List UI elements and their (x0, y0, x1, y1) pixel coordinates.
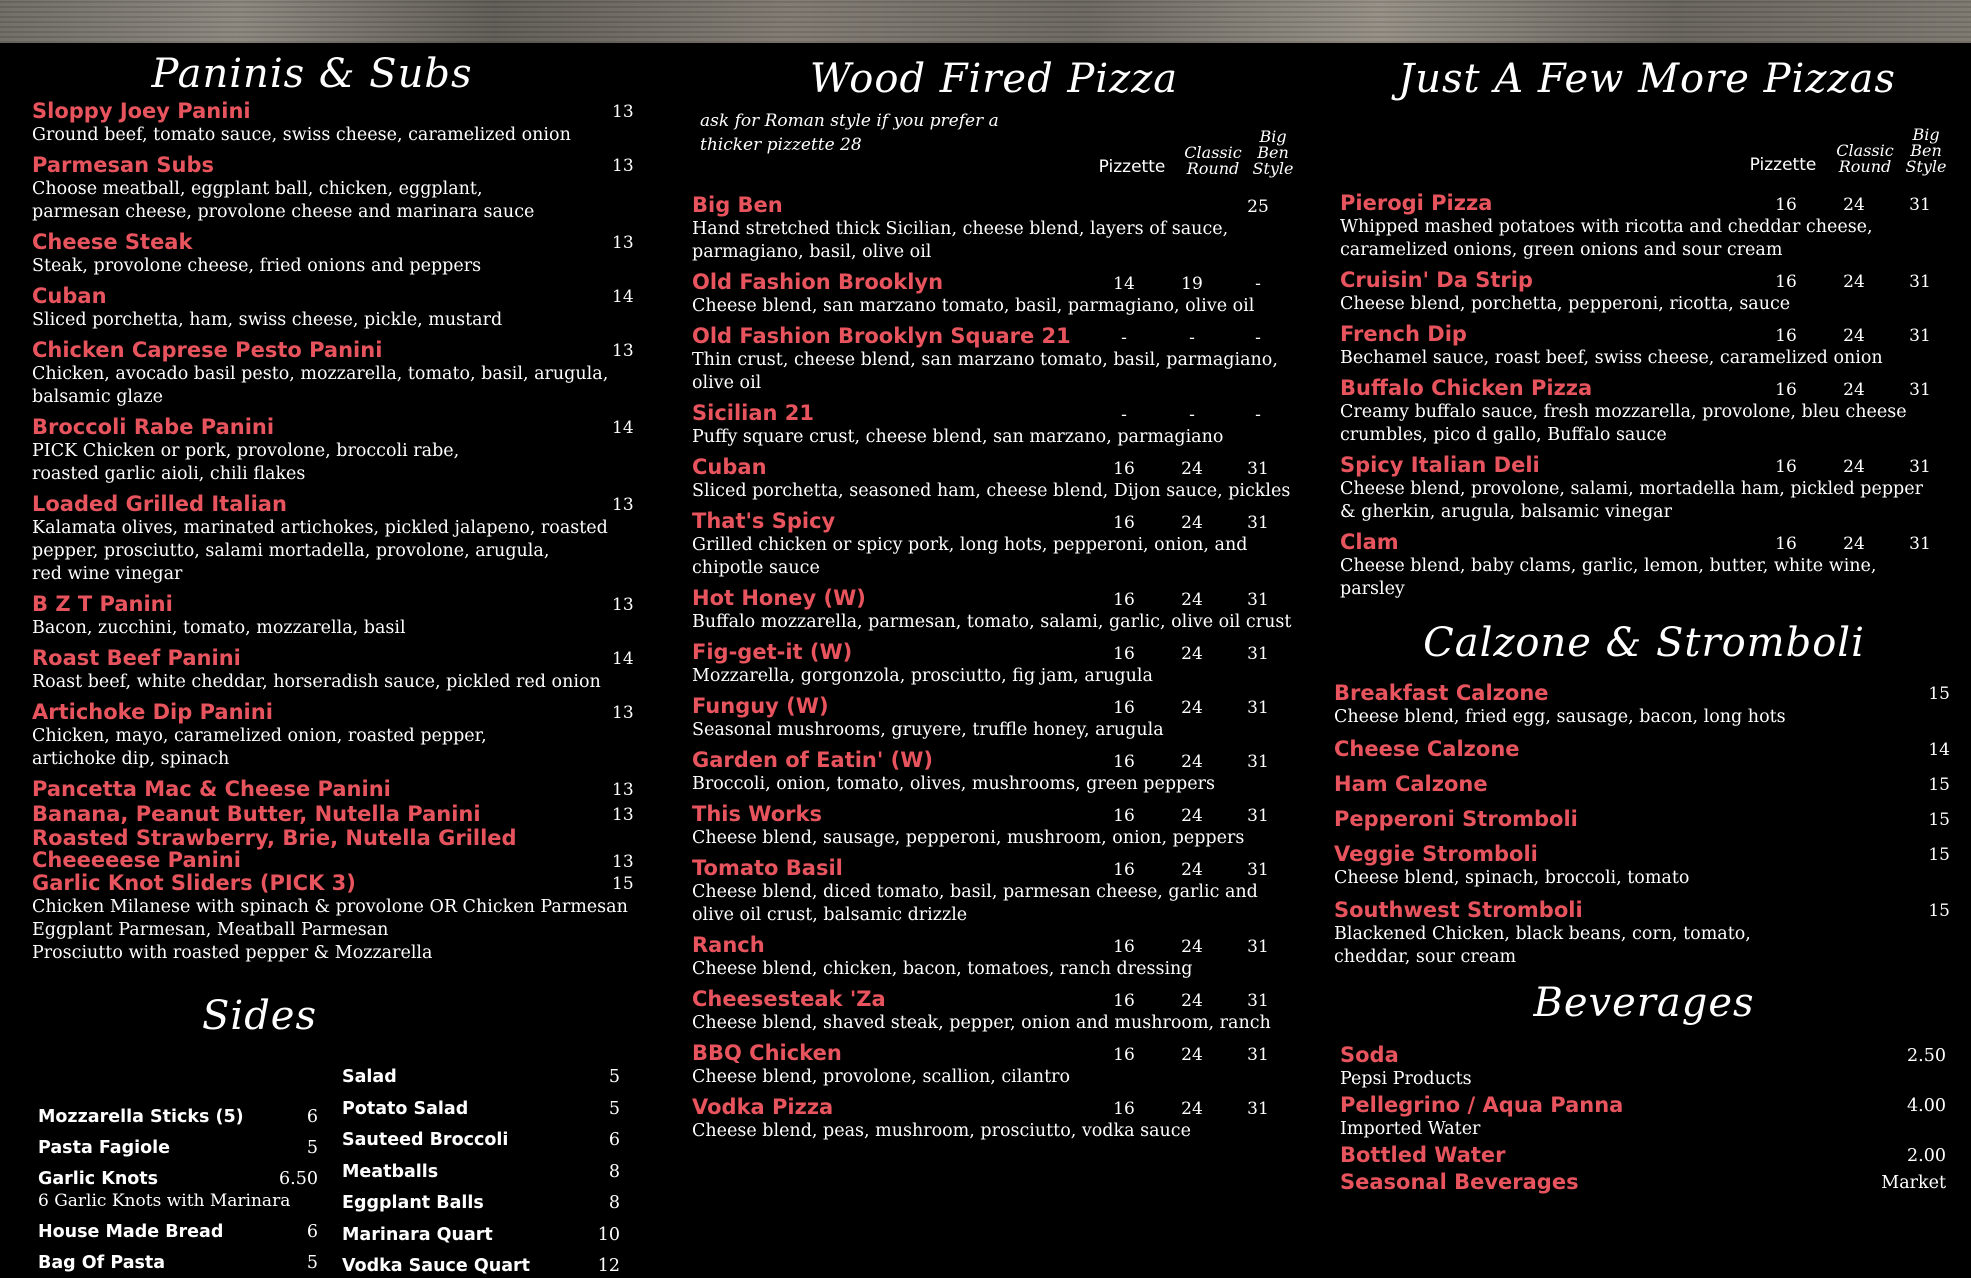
pizza-price-2: 24 (1181, 752, 1203, 772)
pizza-item (692, 509, 1296, 580)
panini-name: Pancetta Mac & Cheese Panini (32, 777, 391, 801)
pizza-desc: parsley (1340, 579, 1405, 599)
calzone-section (1334, 609, 1954, 1197)
panini-desc: PICK Chicken or pork, provolone, broccoli rabe, (32, 441, 460, 461)
panini-item (32, 153, 632, 224)
pizza-price-1: 16 (1113, 459, 1135, 479)
pizza-item (1340, 268, 1954, 316)
pizza-name: Spicy Italian Deli (1340, 453, 1540, 477)
beverage-desc: Pepsi Products (1340, 1069, 1472, 1089)
calzone-price: 15 (1928, 684, 1950, 704)
panini-item (32, 646, 632, 694)
panini-price: 13 (612, 102, 634, 122)
pizza-price-1: - (1121, 405, 1127, 425)
size-pizzette: Pizzette (1098, 157, 1166, 177)
beverage-price: 2.50 (1907, 1046, 1946, 1066)
beverage-desc: Imported Water (1340, 1119, 1481, 1139)
pizza-price-3: 31 (1247, 1045, 1269, 1065)
pizza-price-2: 24 (1181, 513, 1203, 533)
calzone-name: Cheese Calzone (1334, 737, 1520, 761)
pizza-price-1: 16 (1775, 272, 1797, 292)
panini-desc: Steak, provolone cheese, fried onions and peppers (32, 256, 482, 276)
pizza-price-1: 16 (1113, 991, 1135, 1011)
panini-desc: Chicken, avocado basil pesto, mozzarella, tomato, basil, arugula, (32, 364, 609, 384)
panini-name: Garlic Knot Sliders (PICK 3) (32, 871, 356, 895)
panini-item (32, 99, 632, 147)
beverage-item (1340, 1093, 1954, 1141)
pizza-desc: Sliced porchetta, seasoned ham, cheese blend, Dijon sauce, pickles (692, 481, 1291, 501)
panini-list (32, 99, 632, 965)
heading-calzone: Calzone & Stromboli (1423, 620, 1865, 666)
side-item-name: Pasta Fagiole (38, 1138, 171, 1158)
pizza-price-3: - (1255, 328, 1261, 348)
panini-desc: Sliced porchetta, ham, swiss cheese, pickle, mustard (32, 310, 503, 330)
panini-price: 13 (612, 156, 634, 176)
pizza-price-3: 31 (1247, 1099, 1269, 1119)
pizza-price-1: 16 (1113, 860, 1135, 880)
panini-desc: Bacon, zucchini, tomato, mozzarella, basil (32, 618, 406, 638)
pizza-price-2: 24 (1843, 326, 1865, 346)
pizza-price-2: 24 (1181, 860, 1203, 880)
pizza-desc: Broccoli, onion, tomato, olives, mushrooms, green peppers (692, 774, 1215, 794)
panini-desc: balsamic glaze (32, 387, 164, 407)
pizza-price-2: 24 (1181, 590, 1203, 610)
panini-price: 13 (612, 595, 634, 615)
panini-price: 14 (612, 418, 634, 438)
pizza-price-1: 16 (1775, 195, 1797, 215)
pizza-desc: Creamy buffalo sauce, fresh mozzarella, provolone, bleu cheese (1340, 402, 1907, 422)
panini-price: 14 (612, 287, 634, 307)
column-paninis (32, 43, 634, 1276)
panini-name: Roast Beef Panini (32, 646, 241, 670)
panini-price: 13 (612, 703, 634, 723)
pizza-item (1340, 530, 1954, 601)
pizza-desc: Cheese blend, peas, mushroom, prosciutto, vodka sauce (692, 1121, 1191, 1141)
pizza-price-2: 24 (1181, 1045, 1203, 1065)
beverage-name: Bottled Water (1340, 1143, 1506, 1167)
pizza-name: Funguy (W) (692, 694, 829, 718)
column-wood-fired (692, 43, 1296, 1141)
pizza-price-3: 31 (1247, 860, 1269, 880)
heading-beverages: Beverages (1533, 980, 1755, 1026)
panini-name: B Z T Panini (32, 592, 173, 616)
panini-name: Cuban (32, 284, 107, 308)
pizza-item (692, 640, 1296, 688)
pizza-desc: olive oil (692, 373, 762, 393)
pizza-price-3: 25 (1247, 197, 1269, 217)
calzone-price: 15 (1928, 775, 1950, 795)
pizza-price-2: 19 (1181, 274, 1203, 294)
pizza-desc: Cheese blend, porchetta, pepperoni, ricotta, sauce (1340, 294, 1791, 314)
size-headers-more (1340, 97, 1954, 179)
panini-name: Artichoke Dip Panini (32, 700, 273, 724)
side-item-price: 6 (306, 1222, 318, 1242)
panini-desc: Choose meatball, eggplant ball, chicken, eggplant, (32, 179, 483, 199)
pizza-name: Buffalo Chicken Pizza (1340, 376, 1593, 400)
calzone-name: Breakfast Calzone (1334, 681, 1549, 705)
panini-item (32, 230, 632, 278)
panini-desc: Ground beef, tomato sauce, swiss cheese, caramelized onion (32, 125, 571, 145)
calzone-price: 15 (1928, 810, 1950, 830)
panini-item (32, 492, 632, 586)
panini-desc: Roast beef, white cheddar, horseradish sauce, pickled red onion (32, 672, 601, 692)
panini-name: Cheese Steak (32, 230, 193, 254)
size-big-ben-more: Big Ben Style (1905, 125, 1947, 176)
panini-price: 13 (612, 805, 634, 825)
panini-price: 13 (612, 852, 634, 872)
pizza-price-2: 24 (1181, 991, 1203, 1011)
pizza-item (692, 324, 1296, 395)
size-pizzette-more: Pizzette (1749, 155, 1817, 175)
pizza-name: Vodka Pizza (692, 1095, 834, 1119)
pizza-item (692, 1095, 1296, 1143)
side-item-price: 6 (608, 1130, 620, 1150)
pizza-item (692, 270, 1296, 318)
pizza-desc: caramelized onions, green onions and sour cream (1340, 240, 1783, 260)
pizza-price-1: 16 (1113, 1045, 1135, 1065)
panini-desc: red wine vinegar (32, 564, 183, 584)
wood-banner (0, 0, 1971, 43)
pizza-item (1340, 453, 1954, 524)
calzone-item (1334, 772, 1954, 797)
pizza-item (692, 193, 1296, 264)
pizza-price-2: 24 (1843, 457, 1865, 477)
beverage-price: Market (1881, 1173, 1946, 1193)
side-item-name: Garlic Knots (38, 1169, 159, 1189)
pizza-price-1: 16 (1775, 380, 1797, 400)
panini-price: 13 (612, 495, 634, 515)
panini-item (32, 700, 632, 771)
pizza-price-3: 31 (1909, 195, 1931, 215)
pizza-price-2: - (1189, 405, 1195, 425)
pizza-desc: olive oil crust, balsamic drizzle (692, 905, 968, 925)
pizza-desc: Whipped mashed potatoes with ricotta and cheddar cheese, (1340, 217, 1873, 237)
calzone-item (1334, 842, 1954, 890)
calzone-price: 15 (1928, 845, 1950, 865)
pizza-desc: Cheese blend, san marzano tomato, basil, parmagiano, olive oil (692, 296, 1255, 316)
panini-price: 14 (612, 649, 634, 669)
beverage-name: Soda (1340, 1043, 1399, 1067)
calzone-desc: Cheese blend, spinach, broccoli, tomato (1334, 868, 1690, 888)
pizza-price-3: 31 (1909, 534, 1931, 554)
pizza-desc: Buffalo mozzarella, parmesan, tomato, salami, garlic, olive oil crust (692, 612, 1292, 632)
pizza-desc: & gherkin, arugula, balsamic vinegar (1340, 502, 1672, 522)
calzone-item (1334, 807, 1954, 832)
pizza-desc: crumbles, pico d gallo, Buffalo sauce (1340, 425, 1667, 445)
side-item-price: 12 (597, 1256, 620, 1276)
beverage-name: Seasonal Beverages (1340, 1170, 1579, 1194)
panini-desc: pepper, prosciutto, salami mortadella, provolone, arugula, (32, 541, 550, 561)
heading-more-pizzas: Just A Few More Pizzas (1398, 56, 1896, 102)
pizza-name: Cuban (692, 455, 767, 479)
pizza-desc: Hand stretched thick Sicilian, cheese blend, layers of sauce, (692, 219, 1229, 239)
heading-paninis: Paninis & Subs (151, 51, 473, 97)
pizza-item (692, 401, 1296, 449)
panini-item (32, 871, 632, 965)
pizza-desc: Cheese blend, chicken, bacon, tomatoes, ranch dressing (692, 959, 1193, 979)
panini-price: 13 (612, 341, 634, 361)
side-item-name: Sauteed Broccoli (342, 1130, 509, 1150)
calzone-list (1334, 681, 1954, 969)
pizza-price-1: - (1121, 328, 1127, 348)
pizza-price-1: 16 (1775, 457, 1797, 477)
pizza-desc: parmagiano, basil, olive oil (692, 242, 932, 262)
pizza-name: Ranch (692, 933, 765, 957)
pizza-name: Pierogi Pizza (1340, 191, 1493, 215)
side-item-price: 8 (608, 1193, 620, 1213)
calzone-name: Southwest Stromboli (1334, 898, 1583, 922)
pizza-price-3: 31 (1247, 752, 1269, 772)
panini-item (32, 284, 632, 332)
side-item-name: House Made Bread (38, 1222, 224, 1242)
pizza-price-3: 31 (1247, 991, 1269, 1011)
panini-name: Banana, Peanut Butter, Nutella Panini (32, 802, 481, 826)
heading-sides: Sides (202, 993, 317, 1039)
calzone-desc: Blackened Chicken, black beans, corn, tomato, (1334, 924, 1751, 944)
pizza-desc: Bechamel sauce, roast beef, swiss cheese, caramelized onion (1340, 348, 1883, 368)
pizza-price-1: 16 (1775, 534, 1797, 554)
pizza-item (1340, 376, 1954, 447)
pizza-name: This Works (692, 802, 822, 826)
pizza-desc: chipotle sauce (692, 558, 820, 578)
pizza-price-1: 16 (1113, 937, 1135, 957)
pizza-item (692, 933, 1296, 981)
size-big-ben: Big Ben Style (1252, 127, 1294, 178)
pizza-desc: Grilled chicken or spicy pork, long hots, pepperoni, onion, and (692, 535, 1248, 555)
pizza-desc: Mozzarella, gorgonzola, prosciutto, fig jam, arugula (692, 666, 1153, 686)
pizza-price-3: 31 (1247, 698, 1269, 718)
pizza-price-3: 31 (1909, 457, 1931, 477)
pizza-price-1: 16 (1113, 752, 1135, 772)
pizza-name: Tomato Basil (692, 856, 843, 880)
pizza-price-3: 31 (1247, 590, 1269, 610)
pizza-price-1: 16 (1113, 1099, 1135, 1119)
pizza-name: BBQ Chicken (692, 1041, 842, 1065)
beverage-price: 2.00 (1907, 1146, 1946, 1166)
calzone-name: Veggie Stromboli (1334, 842, 1538, 866)
pizza-note: ask for Roman style if you prefer a thicker pizzette 28 (700, 111, 999, 155)
pizza-item (692, 856, 1296, 927)
calzone-desc: Cheese blend, fried egg, sausage, bacon, long hots (1334, 707, 1786, 727)
side-item-name: Marinara Quart (342, 1224, 493, 1245)
calzone-desc: cheddar, sour cream (1334, 947, 1517, 967)
more-pizza-list (1340, 191, 1954, 607)
pizza-item (692, 987, 1296, 1035)
pizza-name: Fig-get-it (W) (692, 640, 853, 664)
side-item-name: Potato Salad (342, 1098, 469, 1119)
panini-item (32, 802, 632, 827)
calzone-item (1334, 898, 1954, 969)
pizza-price-2: 24 (1843, 534, 1865, 554)
pizza-item (692, 1041, 1296, 1089)
size-classic-round: Classic Round (1184, 143, 1242, 178)
side-item-name: Meatballs (342, 1161, 439, 1182)
beverage-name: Pellegrino / Aqua Panna (1340, 1093, 1624, 1117)
side-item-price: 5 (608, 1098, 620, 1119)
pizza-desc: Cheese blend, diced tomato, basil, parmesan cheese, garlic and (692, 882, 1258, 902)
pizza-price-2: 24 (1181, 644, 1203, 664)
pizza-name: That's Spicy (692, 509, 836, 533)
pizza-price-1: 16 (1113, 590, 1135, 610)
pizza-desc: Thin crust, cheese blend, san marzano tomato, basil, parmagiano, (692, 350, 1278, 370)
pizza-price-3: 31 (1909, 380, 1931, 400)
pizza-item (692, 802, 1296, 850)
pizza-price-1: 16 (1113, 644, 1135, 664)
beverage-list (1334, 1043, 1954, 1195)
panini-name: Parmesan Subs (32, 153, 215, 177)
panini-name: Chicken Caprese Pesto Panini (32, 338, 383, 362)
pizza-name: Sicilian 21 (692, 401, 815, 425)
pizza-price-3: - (1255, 274, 1261, 294)
side-item-price: 8 (608, 1161, 620, 1182)
panini-item (32, 827, 632, 871)
pizza-price-3: 31 (1247, 459, 1269, 479)
panini-price: 13 (612, 233, 634, 253)
panini-desc: Prosciutto with roasted pepper & Mozzarella (32, 943, 433, 963)
panini-item (32, 338, 632, 409)
side-item-name: Bag Of Pasta (38, 1253, 166, 1273)
pizza-desc: Cheese blend, baby clams, garlic, lemon, butter, white wine, (1340, 556, 1877, 576)
side-item-name: Eggplant Balls (342, 1193, 484, 1213)
pizza-price-2: 24 (1181, 459, 1203, 479)
beverage-item (1340, 1043, 1954, 1091)
pizza-desc: Seasonal mushrooms, gruyere, truffle honey, arugula (692, 720, 1164, 740)
pizza-name: Hot Honey (W) (692, 586, 866, 610)
pizza-price-2: 24 (1181, 937, 1203, 957)
pizza-price-1: 16 (1775, 326, 1797, 346)
pizza-name: Cheesesteak 'Za (692, 987, 886, 1011)
pizza-name: Clam (1340, 530, 1399, 554)
side-item-price: 5 (306, 1253, 318, 1273)
pizza-price-2: 24 (1843, 380, 1865, 400)
pizza-item (692, 586, 1296, 634)
pizza-item (1340, 191, 1954, 262)
side-item-price: 6 (306, 1107, 318, 1127)
panini-desc: roasted garlic aioli, chili flakes (32, 464, 306, 484)
panini-desc: Chicken, mayo, caramelized onion, roasted pepper, (32, 726, 487, 746)
pizza-price-2: - (1189, 328, 1195, 348)
panini-desc: parmesan cheese, provolone cheese and marinara sauce (32, 202, 535, 222)
pizza-item (692, 455, 1296, 503)
pizza-price-2: 24 (1181, 806, 1203, 826)
side-item-price: 10 (597, 1224, 620, 1245)
calzone-name: Ham Calzone (1334, 772, 1488, 796)
pizza-name: Big Ben (692, 193, 783, 217)
heading-wood-fired: Wood Fired Pizza (809, 56, 1179, 102)
wood-pizza-list (692, 193, 1296, 1149)
pizza-price-1: 14 (1113, 274, 1135, 294)
pizza-item (1340, 322, 1954, 370)
pizza-price-1: 16 (1113, 698, 1135, 718)
pizza-name: Old Fashion Brooklyn (692, 270, 944, 294)
pizza-price-1: 16 (1113, 513, 1135, 533)
panini-item (32, 592, 632, 640)
calzone-item (1334, 737, 1954, 762)
pizza-name: Old Fashion Brooklyn Square 21 (692, 324, 1071, 348)
pizza-price-2: 24 (1181, 1099, 1203, 1119)
calzone-price: 15 (1928, 901, 1950, 921)
side-item-price: 6.50 (279, 1169, 318, 1189)
pizza-item (692, 694, 1296, 742)
side-item-name: Salad (342, 1067, 397, 1087)
side-item-price: 5 (608, 1067, 620, 1087)
pizza-price-3: 31 (1909, 326, 1931, 346)
pizza-name: Cruisin' Da Strip (1340, 268, 1533, 292)
panini-desc: Kalamata olives, marinated artichokes, pickled jalapeno, roasted (32, 518, 608, 538)
pizza-desc: Cheese blend, sausage, pepperoni, mushroom, onion, peppers (692, 828, 1245, 848)
pizza-desc: Puffy square crust, cheese blend, san marzano, parmagiano (692, 427, 1224, 447)
size-headers-wood (692, 97, 1296, 179)
panini-price: 15 (612, 874, 634, 894)
pizza-price-3: 31 (1247, 937, 1269, 957)
panini-name: Sloppy Joey Panini (32, 99, 251, 123)
side-item-name: Mozzarella Sticks (5) (38, 1107, 244, 1127)
side-item-sub: 6 Garlic Knots with Marinara (38, 1191, 291, 1211)
pizza-name: French Dip (1340, 322, 1467, 346)
pizza-item (692, 748, 1296, 796)
pizza-desc: Cheese blend, provolone, scallion, cilantro (692, 1067, 1071, 1087)
pizza-price-3: 31 (1247, 806, 1269, 826)
pizza-price-2: 24 (1181, 698, 1203, 718)
panini-desc: Chicken Milanese with spinach & provolone OR Chicken Parmesan (32, 897, 628, 917)
pizza-price-3: 31 (1909, 272, 1931, 292)
side-item-price: 5 (306, 1138, 318, 1158)
pizza-price-3: 31 (1247, 644, 1269, 664)
panini-desc: Eggplant Parmesan, Meatball Parmesan (32, 920, 389, 940)
panini-name: Broccoli Rabe Panini (32, 415, 275, 439)
pizza-desc: Cheese blend, shaved steak, pepper, onion and mushroom, ranch (692, 1013, 1271, 1033)
beverage-item (1340, 1143, 1954, 1168)
pizza-price-3: 31 (1247, 513, 1269, 533)
panini-name: Loaded Grilled Italian (32, 492, 287, 516)
pizza-price-1: 16 (1113, 806, 1135, 826)
pizza-price-2: 24 (1843, 195, 1865, 215)
size-classic-round-more: Classic Round (1836, 141, 1894, 176)
beverage-item (1340, 1170, 1954, 1195)
beverage-price: 4.00 (1907, 1096, 1946, 1116)
calzone-price: 14 (1928, 740, 1950, 760)
pizza-price-2: 24 (1843, 272, 1865, 292)
calzone-item (1334, 681, 1954, 729)
panini-desc: artichoke dip, spinach (32, 749, 230, 769)
pizza-name: Garden of Eatin' (W) (692, 748, 933, 772)
panini-item (32, 415, 632, 486)
calzone-name: Pepperoni Stromboli (1334, 807, 1578, 831)
panini-name: Roasted Strawberry, Brie, Nutella Grilled Cheeeeese Panini (32, 826, 517, 872)
pizza-desc: Cheese blend, provolone, salami, mortadella ham, pickled pepper (1340, 479, 1923, 499)
pizza-price-3: - (1255, 405, 1261, 425)
column-more-pizzas (1334, 43, 1954, 1194)
side-item-name: Vodka Sauce Quart (342, 1256, 531, 1276)
panini-price: 13 (612, 780, 634, 800)
panini-item (32, 777, 632, 802)
